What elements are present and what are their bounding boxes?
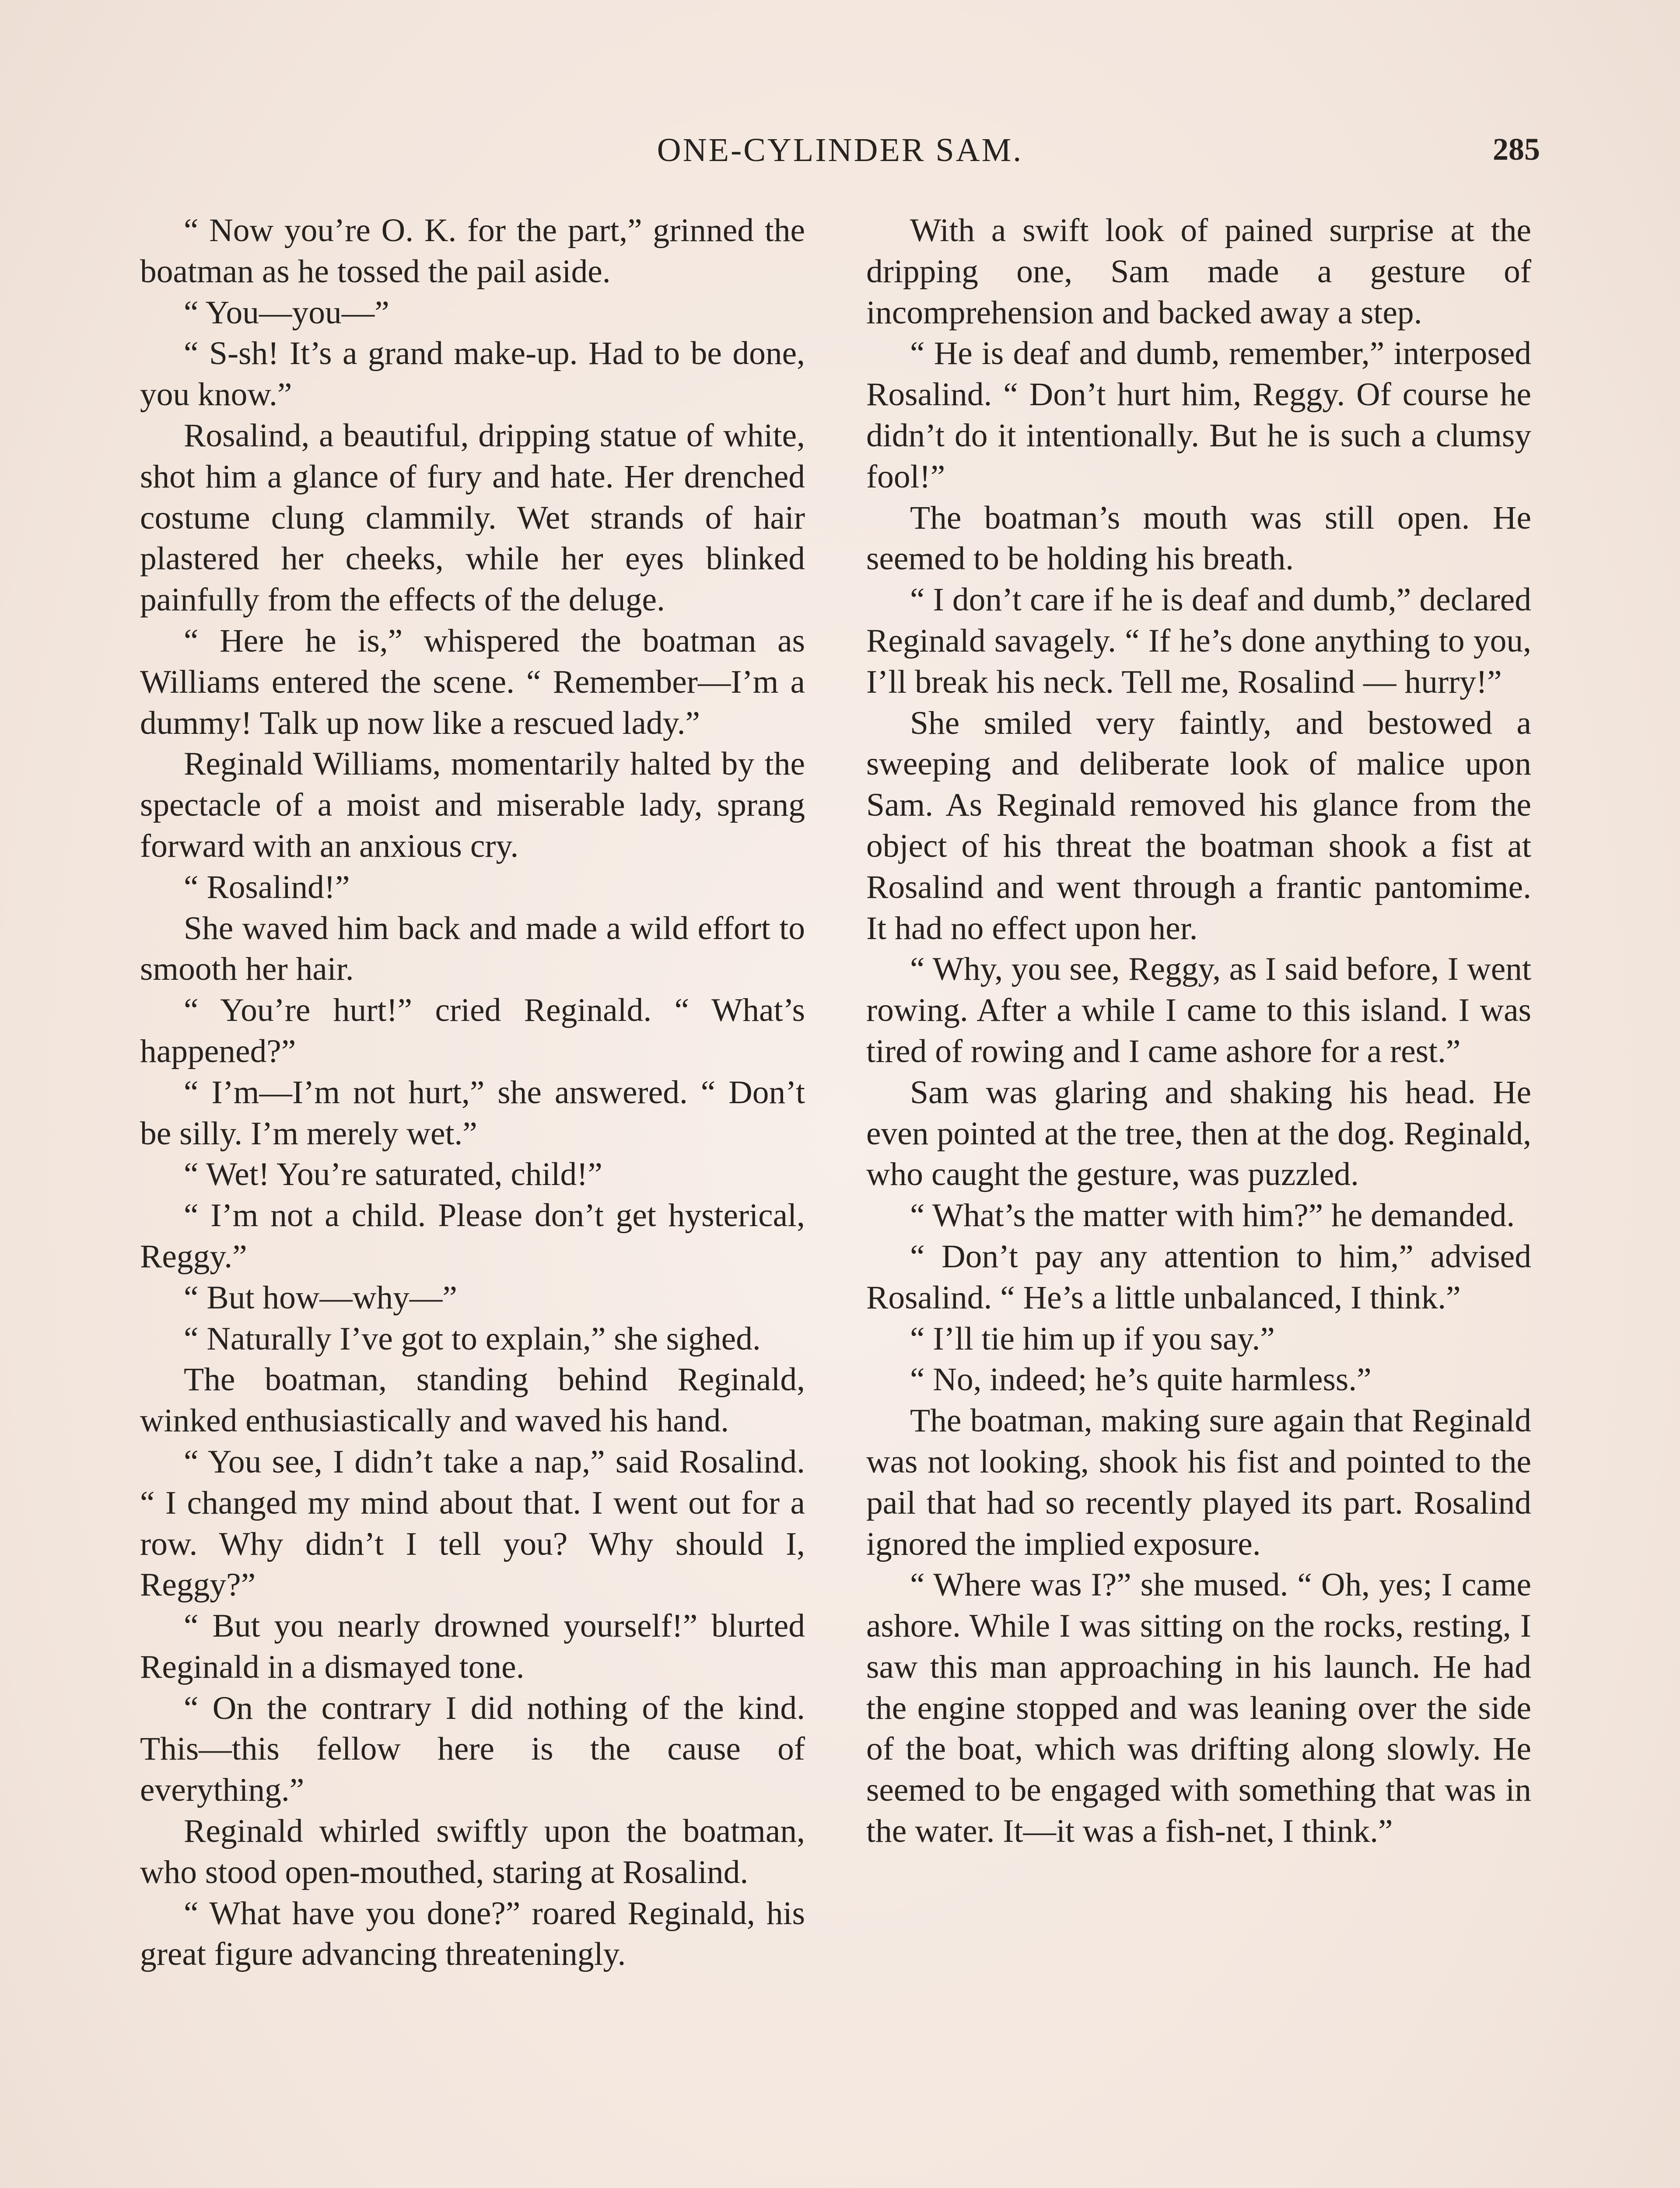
paragraph: “ You—you—” [184, 294, 389, 331]
paragraph: “ Rosalind!” [184, 869, 350, 905]
paragraph: “ Don’t pay any attention to him,” advised Rosalind. “ He’s a little unbalanced, I think.” [866, 1238, 1531, 1316]
paragraph: “ S-sh! It’s a grand make-up. Had to be done, you know.” [140, 335, 805, 413]
paragraph: Reginald whirled swiftly upon the boatman, who stood open-mouthed, staring at Rosalind. [140, 1813, 805, 1890]
paragraph: “ But how—why—” [184, 1279, 457, 1316]
left-column [140, 210, 805, 2188]
paragraph: “ No, indeed; he’s quite harmless.” [910, 1361, 1372, 1398]
paragraph: “ Why, you see, Reggy, as I said before, I went rowing. After a while I came to this island. I was tired of rowing and I came ashore for a rest.” [866, 951, 1531, 1069]
paragraph: “ Naturally I’ve got to explain,” she sighed. [184, 1320, 761, 1357]
paragraph: The boatman, standing behind Reginald, winked enthusiastically and waved his hand. [140, 1361, 805, 1439]
paragraph: “ I’m—I’m not hurt,” she answered. “ Don’t be silly. I’m merely wet.” [140, 1074, 805, 1152]
paragraph: “ On the contrary I did nothing of the kind. This—this fellow here is the cause of everything.” [140, 1690, 805, 1809]
running-title: ONE-CYLINDER SAM. [657, 132, 1023, 168]
paragraph: The boatman’s mouth was still open. He seemed to be holding his breath. [866, 499, 1531, 577]
paragraph: Rosalind, a beautiful, dripping statue of white, shot him a glance of fury and hate. Her drenched costume clung clammily. Wet strands of hair plastered her cheeks, while her eyes blinked painfully from the effects of the deluge. [140, 417, 805, 618]
paragraph: With a swift look of pained surprise at the dripping one, Sam made a gesture of incomprehension and backed away a step. [866, 212, 1531, 331]
paragraph: “ What have you done?” roared Reginald, his great figure advancing threateningly. [140, 1895, 805, 1973]
paragraph: Sam was glaring and shaking his head. He even pointed at the tree, then at the dog. Reginald, who caught the gesture, was puzzled. [866, 1074, 1531, 1193]
paragraph: “ I don’t care if he is deaf and dumb,” declared Reginald savagely. “ If he’s done anything to you, I’ll break his neck. Tell me, Rosalind — hurry!” [866, 582, 1531, 700]
paragraph: “ You see, I didn’t take a nap,” said Rosalind. “ I changed my mind about that. I went out for a row. Why didn’t I tell you? Why should I, Reggy?” [140, 1443, 805, 1603]
paragraph: “ Where was I?” she mused. “ Oh, yes; I came ashore. While I was sitting on the rocks, resting, I saw this man approaching in his launch. He had the engine stopped and was leaning over the side of the boat, which was drifting along slowly. He seemed to be engaged with something that was in the water. It—it was a fish-net, I think.” [866, 1567, 1531, 1850]
paragraph: She waved him back and made a wild effort to smooth her hair. [140, 910, 805, 988]
paragraph: “ What’s the matter with him?” he demanded. [910, 1197, 1515, 1234]
right-column [866, 210, 1531, 2188]
paragraph: “ I’ll tie him up if you say.” [910, 1320, 1275, 1357]
paragraph: Reginald Williams, momentarily halted by the spectacle of a moist and miserable lady, sprang forward with an anxious cry. [140, 746, 805, 864]
text-columns [140, 210, 1531, 2188]
paragraph: “ Here he is,” whispered the boatman as Williams entered the scene. “ Remember—I’m a dummy! Talk up now like a rescued lady.” [140, 622, 805, 741]
paragraph: “ Now you’re O. K. for the part,” grinned the boatman as he tossed the pail aside. [140, 212, 805, 290]
paragraph: “ He is deaf and dumb, remember,” interposed Rosalind. “ Don’t hurt him, Reggy. Of course he didn’t do it intentionally. But he is such a clumsy fool!” [866, 335, 1531, 495]
paragraph: The boatman, making sure again that Reginald was not looking, shook his fist and pointed to the pail that had so recently played its part. Rosalind ignored the implied exposure. [866, 1403, 1531, 1562]
paragraph: “ You’re hurt!” cried Reginald. “ What’s happened?” [140, 992, 805, 1069]
running-header [140, 131, 1540, 184]
page-number: 285 [1493, 132, 1540, 167]
paragraph: “ I’m not a child. Please don’t get hysterical, Reggy.” [140, 1197, 805, 1275]
paragraph: She smiled very faintly, and bestowed a sweeping and deliberate look of malice upon Sam. As Reginald removed his glance from the object of his threat the boatman shook a fist at Rosalind and went through a frantic pantomime. It had no effect upon her. [866, 705, 1531, 947]
paragraph: “ But you nearly drowned yourself!” blurted Reginald in a dismayed tone. [140, 1608, 805, 1685]
paragraph: “ Wet! You’re saturated, child!” [184, 1156, 602, 1193]
